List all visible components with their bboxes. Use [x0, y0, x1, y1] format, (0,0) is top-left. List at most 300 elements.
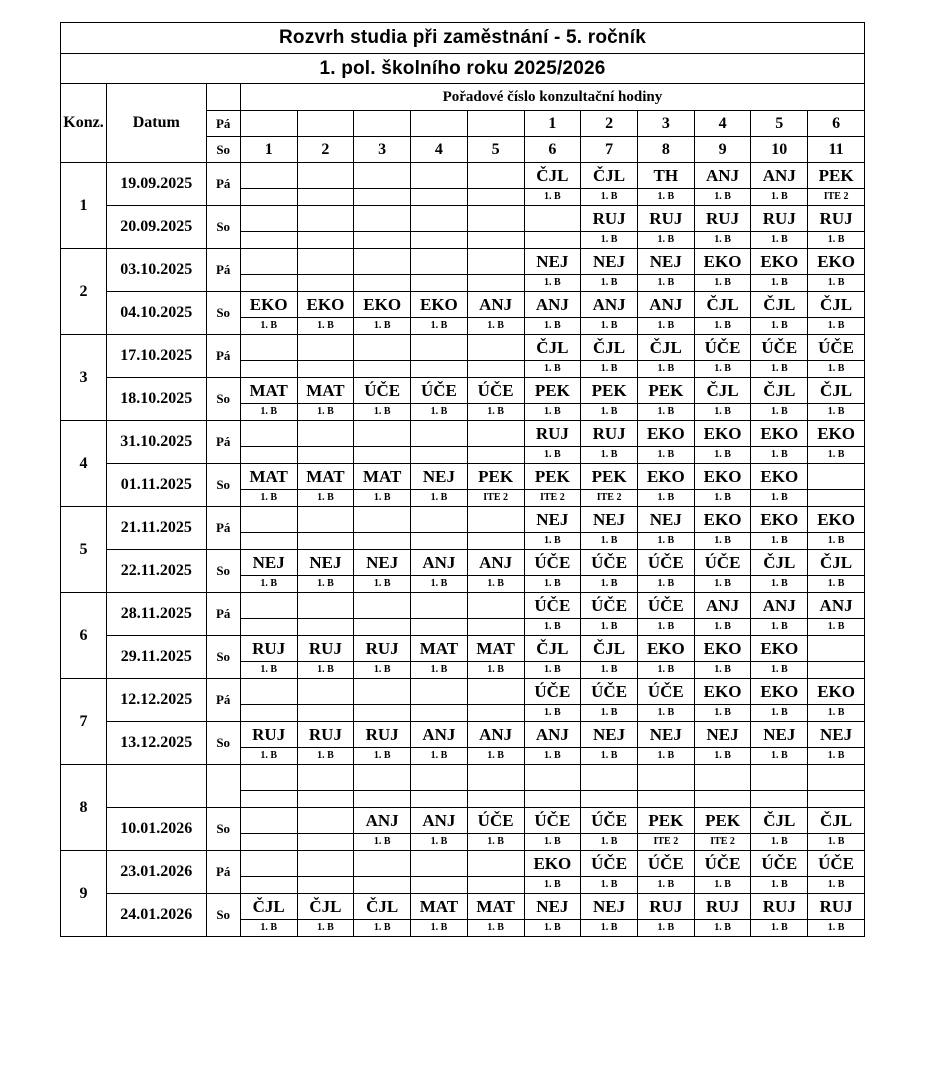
date-cell: 04.10.2025 — [107, 292, 207, 335]
date-cell: 19.09.2025 — [107, 163, 207, 206]
lesson-room — [411, 275, 468, 292]
lesson-subject: ÚČE — [751, 335, 808, 361]
lesson-room: 1. B — [467, 576, 524, 593]
lesson-subject: RUJ — [751, 894, 808, 920]
lesson-room: 1. B — [411, 748, 468, 765]
lesson-room: 1. B — [637, 705, 694, 722]
lesson-subject — [240, 163, 297, 189]
lesson-subject: EKO — [694, 249, 751, 275]
lesson-room: 1. B — [637, 404, 694, 421]
lesson-subject — [354, 679, 411, 705]
lesson-subject — [240, 206, 297, 232]
lesson-subject: EKO — [751, 464, 808, 490]
lesson-subject: NEJ — [524, 507, 581, 533]
lesson-room — [354, 791, 411, 808]
day-cell: Pá — [206, 249, 240, 292]
lesson-subject: ČJL — [581, 335, 638, 361]
lesson-subject — [297, 507, 354, 533]
lesson-subject — [411, 335, 468, 361]
lesson-room: 1. B — [751, 533, 808, 550]
lesson-subject: NEJ — [354, 550, 411, 576]
lesson-subject: ČJL — [808, 808, 865, 834]
lesson-subject: EKO — [808, 679, 865, 705]
lesson-subject — [297, 335, 354, 361]
lesson-subject — [297, 679, 354, 705]
table-row — [61, 851, 865, 877]
date-cell: 10.01.2026 — [107, 808, 207, 851]
header-slot-so-6: 6 — [524, 137, 581, 163]
lesson-subject — [354, 507, 411, 533]
lesson-subject: MAT — [354, 464, 411, 490]
lesson-subject — [240, 851, 297, 877]
lesson-subject — [411, 249, 468, 275]
lesson-subject — [297, 163, 354, 189]
lesson-subject: RUJ — [694, 894, 751, 920]
lesson-subject — [467, 679, 524, 705]
day-cell: So — [206, 206, 240, 249]
lesson-subject: EKO — [637, 464, 694, 490]
lesson-room: 1. B — [694, 318, 751, 335]
header-slot-so-11: 11 — [808, 137, 865, 163]
lesson-subject: RUJ — [240, 722, 297, 748]
lesson-room: 1. B — [240, 576, 297, 593]
lesson-room — [751, 791, 808, 808]
lesson-room — [411, 533, 468, 550]
lesson-room: 1. B — [524, 404, 581, 421]
lesson-subject: MAT — [411, 636, 468, 662]
lesson-room — [297, 877, 354, 894]
lesson-room — [808, 791, 865, 808]
lesson-subject: ÚČE — [354, 378, 411, 404]
lesson-subject: ANJ — [694, 163, 751, 189]
lesson-subject: PEK — [581, 464, 638, 490]
lesson-room: 1. B — [751, 920, 808, 937]
lesson-subject — [354, 593, 411, 619]
lesson-room: 1. B — [637, 533, 694, 550]
lesson-room: 1. B — [694, 361, 751, 378]
lesson-room: 1. B — [297, 576, 354, 593]
header-slot-so-5: 5 — [467, 137, 524, 163]
header-konz: Konz. — [61, 84, 107, 163]
lesson-room: 1. B — [581, 232, 638, 249]
header-slot-so-9: 9 — [694, 137, 751, 163]
lesson-room: 1. B — [694, 232, 751, 249]
lesson-room: 1. B — [808, 447, 865, 464]
lesson-room — [240, 705, 297, 722]
lesson-room — [297, 705, 354, 722]
day-cell: Pá — [206, 851, 240, 894]
konz-number: 4 — [61, 421, 107, 507]
lesson-subject: ÚČE — [581, 593, 638, 619]
lesson-room — [467, 232, 524, 249]
lesson-subject — [240, 593, 297, 619]
lesson-room: 1. B — [751, 834, 808, 851]
lesson-room — [240, 619, 297, 636]
lesson-subject: EKO — [637, 636, 694, 662]
lesson-room: 1. B — [467, 318, 524, 335]
konz-number: 7 — [61, 679, 107, 765]
day-cell: Pá — [206, 507, 240, 550]
lesson-subject — [524, 206, 581, 232]
day-cell — [206, 765, 240, 808]
lesson-subject — [411, 206, 468, 232]
lesson-room: 1. B — [694, 920, 751, 937]
lesson-room: 1. B — [524, 576, 581, 593]
lesson-subject — [354, 421, 411, 447]
lesson-subject: EKO — [808, 249, 865, 275]
date-cell: 13.12.2025 — [107, 722, 207, 765]
lesson-subject — [354, 335, 411, 361]
lesson-room — [524, 232, 581, 249]
lesson-room — [297, 619, 354, 636]
lesson-room: 1. B — [581, 834, 638, 851]
lesson-subject: ÚČE — [411, 378, 468, 404]
lesson-subject — [411, 851, 468, 877]
lesson-subject: RUJ — [581, 421, 638, 447]
lesson-subject: ČJL — [694, 292, 751, 318]
date-cell: 23.01.2026 — [107, 851, 207, 894]
lesson-subject — [467, 507, 524, 533]
timetable-sheet — [60, 22, 865, 937]
lesson-subject — [297, 808, 354, 834]
lesson-room: 1. B — [751, 705, 808, 722]
date-cell — [107, 765, 207, 808]
lesson-subject: NEJ — [581, 249, 638, 275]
lesson-subject: ÚČE — [808, 851, 865, 877]
lesson-subject — [467, 851, 524, 877]
lesson-subject: ÚČE — [581, 550, 638, 576]
lesson-subject: ÚČE — [694, 335, 751, 361]
lesson-subject: ÚČE — [524, 808, 581, 834]
lesson-room: 1. B — [581, 404, 638, 421]
lesson-room: 1. B — [240, 920, 297, 937]
lesson-subject: RUJ — [354, 636, 411, 662]
lesson-subject: ÚČE — [637, 550, 694, 576]
lesson-subject: EKO — [694, 507, 751, 533]
lesson-room: 1. B — [694, 490, 751, 507]
lesson-subject — [240, 808, 297, 834]
lesson-room — [467, 361, 524, 378]
lesson-room: 1. B — [694, 705, 751, 722]
lesson-subject — [467, 249, 524, 275]
lesson-room: 1. B — [637, 189, 694, 206]
lesson-subject: ANJ — [467, 550, 524, 576]
lesson-subject — [297, 593, 354, 619]
lesson-room — [240, 877, 297, 894]
lesson-subject — [354, 206, 411, 232]
lesson-room — [354, 447, 411, 464]
header-pore-cislo: Pořadové číslo konzultační hodiny — [240, 84, 864, 111]
lesson-subject: ÚČE — [467, 378, 524, 404]
lesson-subject: RUJ — [354, 722, 411, 748]
day-cell: So — [206, 722, 240, 765]
lesson-subject — [411, 679, 468, 705]
lesson-subject — [240, 421, 297, 447]
lesson-room: 1. B — [240, 748, 297, 765]
header-slot-pa-5 — [467, 111, 524, 137]
lesson-subject: MAT — [240, 464, 297, 490]
lesson-subject: EKO — [637, 421, 694, 447]
lesson-room: 1. B — [581, 920, 638, 937]
lesson-subject: ČJL — [354, 894, 411, 920]
lesson-subject: MAT — [467, 894, 524, 920]
lesson-subject: RUJ — [240, 636, 297, 662]
lesson-subject — [240, 249, 297, 275]
lesson-room: 1. B — [808, 533, 865, 550]
lesson-subject: ANJ — [411, 808, 468, 834]
lesson-room: 1. B — [637, 447, 694, 464]
lesson-room: 1. B — [694, 533, 751, 550]
header-slot-so-1: 1 — [240, 137, 297, 163]
lesson-room: 1. B — [411, 318, 468, 335]
lesson-subject: ÚČE — [751, 851, 808, 877]
lesson-room: 1. B — [808, 318, 865, 335]
day-cell: Pá — [206, 679, 240, 722]
table-row — [61, 679, 865, 705]
lesson-subject — [808, 765, 865, 791]
header-slot-pa-9: 4 — [694, 111, 751, 137]
lesson-subject — [354, 765, 411, 791]
lesson-room: 1. B — [467, 748, 524, 765]
lesson-room: 1. B — [354, 576, 411, 593]
lesson-subject: EKO — [751, 421, 808, 447]
lesson-subject: ÚČE — [694, 851, 751, 877]
lesson-room — [411, 705, 468, 722]
lesson-room: 1. B — [751, 189, 808, 206]
lesson-subject — [240, 679, 297, 705]
lesson-room: ITE 2 — [581, 490, 638, 507]
lesson-subject — [467, 421, 524, 447]
lesson-room: 1. B — [524, 447, 581, 464]
lesson-subject: ÚČE — [581, 679, 638, 705]
lesson-subject: ČJL — [581, 163, 638, 189]
lesson-room: 1. B — [637, 748, 694, 765]
lesson-subject — [240, 335, 297, 361]
header-slot-so-7: 7 — [581, 137, 638, 163]
lesson-subject: EKO — [694, 421, 751, 447]
lesson-room — [354, 275, 411, 292]
lesson-subject: ČJL — [808, 292, 865, 318]
table-row — [61, 722, 865, 748]
lesson-subject: ANJ — [524, 722, 581, 748]
header-slot-so-4: 4 — [411, 137, 468, 163]
lesson-subject: EKO — [524, 851, 581, 877]
lesson-room: 1. B — [524, 189, 581, 206]
lesson-room — [694, 791, 751, 808]
lesson-room: 1. B — [297, 920, 354, 937]
lesson-room — [411, 791, 468, 808]
lesson-room: 1. B — [354, 662, 411, 679]
lesson-subject — [751, 765, 808, 791]
lesson-room: 1. B — [751, 619, 808, 636]
header-slot-so-3: 3 — [354, 137, 411, 163]
header-corner — [206, 84, 240, 111]
lesson-subject: RUJ — [694, 206, 751, 232]
lesson-room: 1. B — [411, 404, 468, 421]
lesson-room: 1. B — [581, 877, 638, 894]
day-cell: So — [206, 378, 240, 421]
lesson-subject — [467, 765, 524, 791]
lesson-room — [808, 662, 865, 679]
lesson-room — [354, 189, 411, 206]
header-row-pore — [61, 84, 865, 111]
lesson-room: 1. B — [467, 834, 524, 851]
lesson-subject: EKO — [240, 292, 297, 318]
table-row — [61, 507, 865, 533]
table-row — [61, 292, 865, 318]
lesson-room: 1. B — [581, 275, 638, 292]
lesson-subject: NEJ — [808, 722, 865, 748]
lesson-subject — [240, 765, 297, 791]
lesson-room: 1. B — [467, 662, 524, 679]
lesson-subject: ÚČE — [581, 851, 638, 877]
lesson-subject: MAT — [240, 378, 297, 404]
lesson-subject — [354, 163, 411, 189]
lesson-subject: RUJ — [637, 206, 694, 232]
lesson-subject: ČJL — [808, 378, 865, 404]
lesson-room — [467, 189, 524, 206]
lesson-subject: RUJ — [808, 894, 865, 920]
header-slot-pa-1 — [240, 111, 297, 137]
day-cell: So — [206, 464, 240, 507]
lesson-room: 1. B — [411, 920, 468, 937]
lesson-subject — [467, 593, 524, 619]
lesson-room: 1. B — [297, 404, 354, 421]
lesson-room: 1. B — [808, 748, 865, 765]
lesson-room: 1. B — [694, 877, 751, 894]
lesson-subject: EKO — [411, 292, 468, 318]
table-row — [61, 550, 865, 576]
lesson-room: 1. B — [524, 361, 581, 378]
lesson-subject: RUJ — [808, 206, 865, 232]
header-day-pa: Pá — [206, 111, 240, 137]
lesson-room: 1. B — [411, 576, 468, 593]
lesson-room: 1. B — [524, 318, 581, 335]
lesson-room — [411, 877, 468, 894]
lesson-subject: RUJ — [297, 722, 354, 748]
lesson-room — [297, 533, 354, 550]
lesson-room: 1. B — [581, 318, 638, 335]
lesson-subject: ÚČE — [524, 550, 581, 576]
lesson-subject: ČJL — [524, 163, 581, 189]
lesson-room: 1. B — [751, 318, 808, 335]
day-cell: So — [206, 636, 240, 679]
lesson-subject — [297, 421, 354, 447]
lesson-subject: ČJL — [524, 335, 581, 361]
lesson-room: 1. B — [240, 662, 297, 679]
timetable — [60, 22, 865, 937]
lesson-subject: PEK — [524, 378, 581, 404]
konz-number: 3 — [61, 335, 107, 421]
header-slot-pa-7: 2 — [581, 111, 638, 137]
lesson-room: 1. B — [808, 705, 865, 722]
lesson-subject: EKO — [751, 636, 808, 662]
lesson-room: 1. B — [808, 834, 865, 851]
lesson-subject: ÚČE — [808, 335, 865, 361]
lesson-room — [240, 533, 297, 550]
lesson-subject: ANJ — [524, 292, 581, 318]
lesson-room — [297, 275, 354, 292]
lesson-room: 1. B — [694, 576, 751, 593]
lesson-subject: ČJL — [637, 335, 694, 361]
lesson-subject — [808, 636, 865, 662]
lesson-subject — [411, 163, 468, 189]
lesson-room: 1. B — [354, 748, 411, 765]
lesson-room: 1. B — [581, 576, 638, 593]
lesson-subject: PEK — [637, 808, 694, 834]
lesson-subject: ČJL — [751, 550, 808, 576]
lesson-subject: EKO — [694, 464, 751, 490]
lesson-room — [297, 834, 354, 851]
lesson-room: ITE 2 — [808, 189, 865, 206]
lesson-subject: RUJ — [524, 421, 581, 447]
header-slot-pa-6: 1 — [524, 111, 581, 137]
lesson-subject — [411, 421, 468, 447]
date-cell: 03.10.2025 — [107, 249, 207, 292]
lesson-subject: ČJL — [751, 292, 808, 318]
table-row — [61, 163, 865, 189]
header-datum: Datum — [107, 84, 207, 163]
lesson-room: 1. B — [637, 232, 694, 249]
lesson-room: 1. B — [751, 404, 808, 421]
lesson-subject: ÚČE — [467, 808, 524, 834]
lesson-room: 1. B — [581, 705, 638, 722]
page-subtitle: 1. pol. školního roku 2025/2026 — [61, 54, 865, 84]
lesson-subject: RUJ — [297, 636, 354, 662]
lesson-subject: EKO — [354, 292, 411, 318]
lesson-room: 1. B — [808, 576, 865, 593]
lesson-room: 1. B — [524, 748, 581, 765]
lesson-room: 1. B — [808, 920, 865, 937]
page-title: Rozvrh studia při zaměstnání - 5. ročník — [61, 23, 865, 54]
lesson-room — [411, 361, 468, 378]
lesson-subject: ČJL — [694, 378, 751, 404]
table-row — [61, 378, 865, 404]
konz-number: 2 — [61, 249, 107, 335]
lesson-room — [240, 791, 297, 808]
lesson-room: 1. B — [808, 232, 865, 249]
lesson-room: 1. B — [240, 404, 297, 421]
lesson-room: 1. B — [524, 920, 581, 937]
lesson-subject: RUJ — [751, 206, 808, 232]
day-cell: So — [206, 550, 240, 593]
table-row — [61, 765, 865, 791]
lesson-subject — [637, 765, 694, 791]
lesson-room: 1. B — [637, 576, 694, 593]
lesson-room: 1. B — [240, 490, 297, 507]
lesson-subject: ÚČE — [524, 679, 581, 705]
lesson-subject — [411, 593, 468, 619]
lesson-subject: ČJL — [808, 550, 865, 576]
header-slot-so-8: 8 — [637, 137, 694, 163]
konz-number: 1 — [61, 163, 107, 249]
lesson-subject: ANJ — [808, 593, 865, 619]
lesson-room: 1. B — [751, 576, 808, 593]
lesson-room: 1. B — [694, 189, 751, 206]
date-cell: 21.11.2025 — [107, 507, 207, 550]
lesson-room — [637, 791, 694, 808]
lesson-subject: NEJ — [751, 722, 808, 748]
lesson-subject: NEJ — [411, 464, 468, 490]
lesson-subject: PEK — [467, 464, 524, 490]
lesson-subject: ANJ — [637, 292, 694, 318]
lesson-room: 1. B — [694, 619, 751, 636]
lesson-room — [354, 361, 411, 378]
table-row — [61, 421, 865, 447]
lesson-room — [354, 877, 411, 894]
lesson-room — [297, 232, 354, 249]
date-cell: 31.10.2025 — [107, 421, 207, 464]
